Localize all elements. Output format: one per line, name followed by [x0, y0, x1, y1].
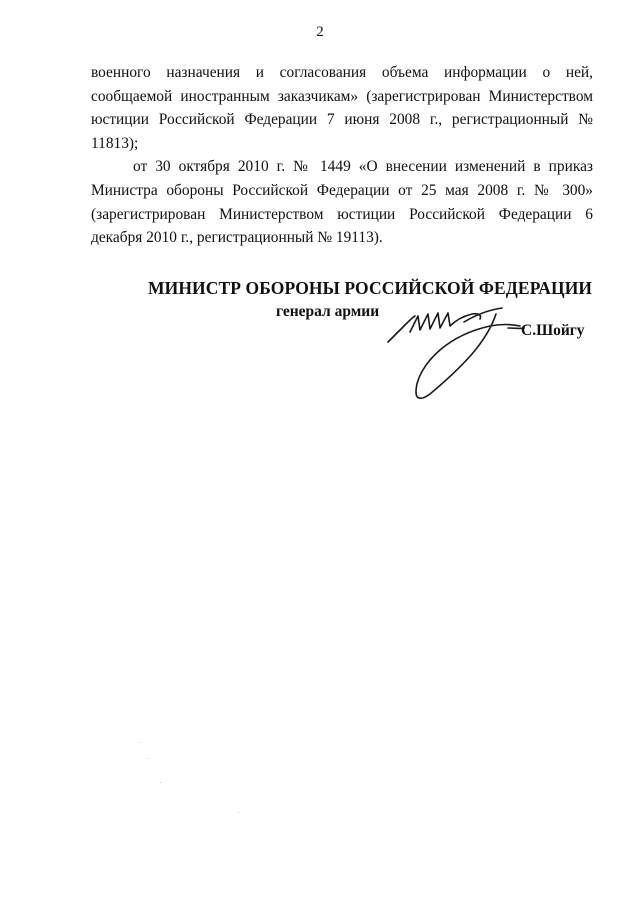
scan-speck: [160, 782, 161, 783]
handwritten-signature: [380, 292, 530, 407]
scan-speck: [148, 758, 149, 759]
signatory-name: С.Шойгу: [521, 322, 585, 339]
signatory-rank: генерал армии: [276, 303, 380, 320]
scan-speck: [238, 812, 239, 813]
page-number: 2: [316, 24, 324, 40]
body-paragraph-1: военного назначения и согласования объема информации о ней, сообщаемой иностранным заказчикам» (зарегистрирован Министерством юстиции Российской Федерации 7 июня 2008 г., регистрационный № 11813);: [91, 64, 593, 152]
minister-title: МИНИСТР ОБОРОНЫ РОССИЙСКОЙ ФЕДЕРАЦИИ: [148, 278, 593, 298]
scan-speck: [140, 742, 141, 743]
body-paragraph-2: от 30 октября 2010 г. № 1449 «О внесении изменений в приказ Министра обороны Российской Федерации от 25 мая 2008 г. № 300» (зарегистрирован Министерством юстиции Российской Федерации 6 декабря 2010 г., регистрационный № 19113).: [91, 158, 593, 247]
